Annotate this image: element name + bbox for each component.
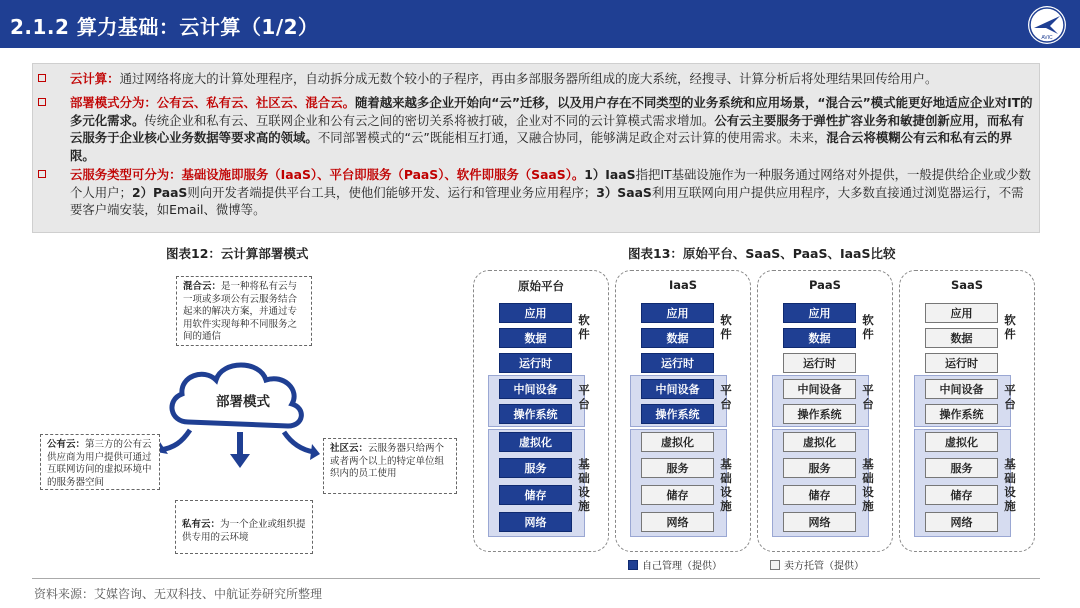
layer-block: 应用	[783, 303, 856, 323]
layer-block: 中间设备	[925, 379, 998, 399]
layer-block: 运行时	[925, 353, 998, 373]
layer-block: 数据	[641, 328, 714, 348]
side-label-software: 软件	[720, 313, 732, 341]
side-label-infra: 基础设施	[720, 457, 732, 513]
logo-text: AVIC	[1041, 35, 1053, 41]
avic-logo	[1028, 6, 1066, 44]
source-note: 资料来源：艾媒咨询、无双科技、中航证券研究所整理	[34, 587, 323, 601]
layer-block: 应用	[925, 303, 998, 323]
side-label-platform: 平台	[862, 383, 874, 411]
panel-title: PaaS	[809, 278, 841, 292]
legend-self-swatch	[628, 560, 638, 570]
private-cloud-box: 私有云：为一个企业或组织提供专用的云环境	[175, 500, 313, 554]
page-title: 2.1.2 算力基础：云计算（1/2）	[10, 15, 319, 39]
chart13-title: 图表13：原始平台、SaaS、PaaS、IaaS比较	[628, 246, 896, 261]
legend-vendor-swatch	[770, 560, 780, 570]
layer-block: 数据	[499, 328, 572, 348]
layer-block: 操作系统	[925, 404, 998, 424]
layer-block: 网络	[499, 512, 572, 532]
panel-iaas	[615, 270, 751, 552]
layer-block: 运行时	[499, 353, 572, 373]
layer-block: 储存	[925, 485, 998, 505]
layer-block: 网络	[783, 512, 856, 532]
side-label-platform: 平台	[720, 383, 732, 411]
bullet-service-types: 云服务类型可分为：基础设施即服务（IaaS）、平台即服务（PaaS）、软件即服务（SaaS）。1）IaaS指把IT基础设施作为一种服务通过网络对外提供，一般提供给企业或少数个人用户；2）PaaS则向开发者端提供平台工具，使他们能够开发、运行和管理业务应用程序；3）SaaS利用互联网向用户提供应用程序，大多数直接通过浏览器运行，不需要客户端安装，如Email、微博等。	[38, 166, 1033, 219]
layer-block: 操作系统	[641, 404, 714, 424]
community-cloud-box: 社区云：云服务器只给两个或者两个以上的特定单位组织内的员工使用	[323, 438, 457, 494]
panel-title: IaaS	[668, 278, 698, 292]
footer-divider	[32, 578, 1040, 579]
public-cloud-box: 公有云：第三方的公有云供应商为用户提供可通过互联网访问的虚拟环境中的服务器空间	[40, 434, 160, 490]
panel-原始平台	[473, 270, 609, 552]
bullet-deployment: 部署模式分为：公有云、私有云、社区云、混合云。随着越来越多企业开始向“云”迁移，以及用户存在不同类型的业务系统和应用场景，“混合云”模式能更好地适应企业对IT的多元化需求。传统企业和私有云、互联网企业和公有云之间的密切关系将被打破，企业对不同的云计算模式需求增加。公有云主要服务于弹性扩容业务和敏捷创新应用，而私有云服务于企业核心业务数据等要求高的领域。不同部署模式的“云”既能相互打通，又融合协同，能够满足政企对云计算的使用需求。未来，混合云将模糊公有云和私有云的界限。	[38, 94, 1033, 164]
panel-saas	[899, 270, 1035, 552]
layer-block: 虚拟化	[783, 432, 856, 452]
panel-title: 原始平台	[518, 279, 564, 293]
layer-block: 虚拟化	[499, 432, 572, 452]
side-label-platform: 平台	[578, 383, 590, 411]
layer-block: 储存	[641, 485, 714, 505]
legend-self-managed: 自己管理（提供）	[628, 557, 722, 572]
layer-block: 运行时	[641, 353, 714, 373]
layer-block: 操作系统	[499, 404, 572, 424]
side-label-platform: 平台	[1004, 383, 1016, 411]
layer-block: 网络	[925, 512, 998, 532]
side-label-infra: 基础设施	[862, 457, 874, 513]
bullet-square-icon	[38, 170, 46, 178]
side-label-infra: 基础设施	[1004, 457, 1016, 513]
cloud-diagram	[160, 350, 320, 470]
side-label-software: 软件	[578, 313, 590, 341]
layer-block: 数据	[783, 328, 856, 348]
side-label-infra: 基础设施	[578, 457, 590, 513]
layer-block: 应用	[641, 303, 714, 323]
layer-block: 网络	[641, 512, 714, 532]
layer-block: 数据	[925, 328, 998, 348]
bullet-square-icon	[38, 74, 46, 82]
layer-block: 应用	[499, 303, 572, 323]
layer-block: 储存	[499, 485, 572, 505]
side-label-software: 软件	[1004, 313, 1016, 341]
layer-block: 中间设备	[783, 379, 856, 399]
panel-title: SaaS	[950, 278, 984, 292]
hybrid-cloud-box: 混合云：是一种将私有云与一项或多项公有云服务结合起来的解决方案，并通过专用软件实现每种不同服务之间的通信	[176, 276, 312, 346]
cloud-center-label: 部署模式	[216, 394, 270, 410]
layer-block: 服务	[925, 458, 998, 478]
layer-block: 运行时	[783, 353, 856, 373]
layer-block: 服务	[783, 458, 856, 478]
bullet-cloud-computing: 云计算：通过网络将庞大的计算处理程序，自动拆分成无数个较小的子程序，再由多部服务器所组成的庞大系统，经搜寻、计算分析后将处理结果回传给用户。	[38, 70, 1033, 88]
panel-paas	[757, 270, 893, 552]
bullet-square-icon	[38, 98, 46, 106]
layer-block: 操作系统	[783, 404, 856, 424]
side-label-software: 软件	[862, 313, 874, 341]
arrow-left-icon	[160, 430, 190, 450]
layer-block: 储存	[783, 485, 856, 505]
layer-block: 服务	[641, 458, 714, 478]
arrow-right-icon	[284, 432, 314, 452]
layer-block: 虚拟化	[641, 432, 714, 452]
layer-block: 中间设备	[641, 379, 714, 399]
header-bar	[0, 0, 1080, 48]
layer-block: 服务	[499, 458, 572, 478]
chart12-title: 图表12：云计算部署模式	[166, 246, 309, 261]
layer-block: 虚拟化	[925, 432, 998, 452]
legend-vendor-managed: 卖方托管（提供）	[770, 557, 864, 572]
layer-block: 中间设备	[499, 379, 572, 399]
